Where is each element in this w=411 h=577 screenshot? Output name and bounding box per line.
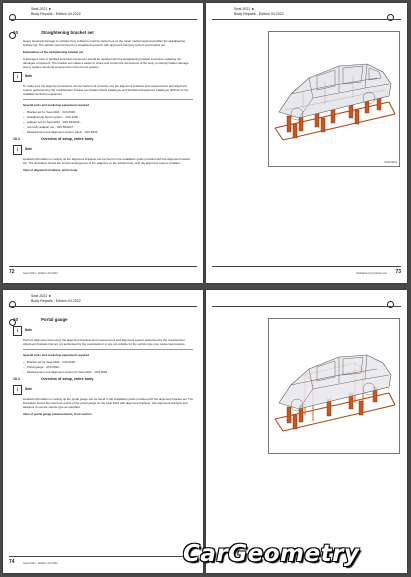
page-header bbox=[9, 294, 197, 314]
note-box: i Note bbox=[13, 145, 193, 155]
caption: View of portal gauge measurements, front section bbox=[23, 412, 92, 416]
seat-logo-icon bbox=[9, 8, 23, 15]
page-73 bbox=[206, 3, 407, 283]
figure-code: S010-0213 bbox=[384, 161, 397, 164]
seat-logo-icon bbox=[387, 8, 401, 15]
page-body bbox=[13, 318, 193, 419]
note-text: Detailed information on setting up the portal gauge can be found in the installation guide provided with the alignment bracket set. The illustration shows the reference points of the portal gauge on the Seat 2021 with alignment brackets. Use alignment brackets and adapters to suit the vehicle type as specified. bbox=[23, 397, 193, 409]
note-box: i Note bbox=[13, 326, 193, 336]
page-number: 74 bbox=[9, 559, 15, 565]
note-box: i Note bbox=[13, 385, 193, 395]
info-icon: i bbox=[13, 385, 22, 395]
list-item: – Bracket set for Seat 2021 - VAS 6630 - bbox=[23, 360, 193, 364]
page-header bbox=[9, 7, 197, 27]
page-header bbox=[212, 294, 401, 314]
paragraph: Heavy structural damage to vehicles from collisions must be carried out on the repair method approved within the straightening bracket set. The vehicle must be fixed to a straightening bench with approved clamping system and bracket set. bbox=[23, 39, 185, 47]
header-edition: Body Repairs - Edition 04.2022 bbox=[31, 12, 81, 16]
subsection-heading: 10.1 Overview of setup, entire body bbox=[13, 137, 94, 141]
page-footer bbox=[9, 266, 197, 277]
header-edition: Body Repairs - Edition 04.2022 bbox=[234, 12, 284, 16]
header-model: Seat 2021 ► bbox=[31, 294, 52, 298]
info-icon: i bbox=[13, 326, 22, 336]
section-heading: 10 Straightening bracket set bbox=[13, 30, 94, 35]
note-text: Perform alignment work using the alignment brackets and measurement and alignment system authorised by the manufacturer. Alignment brackets that are not authorised by the manufacturer or are not suitable for the vehicle type may cause inaccuracies. bbox=[23, 338, 186, 346]
info-icon: i bbox=[13, 72, 22, 82]
equipment-list bbox=[23, 110, 193, 134]
header-model: Seat 2021 ► bbox=[31, 7, 52, 11]
note-text: Detailed information on setting up the alignment brackets can be found in the installation guide provided with the alignment bracket set. The illustration shows the correct arrangement of the adapters on the vehicle body, with the alignment system installed. bbox=[23, 157, 190, 165]
page-header bbox=[212, 7, 401, 27]
note-box: i Note bbox=[13, 72, 193, 82]
footer-text: Seat 2021 - Edition 04.2022 bbox=[23, 560, 58, 565]
header-edition: Body Repairs - Edition 04.2022 bbox=[31, 299, 81, 303]
list-title: Special tools and workshop equipment required bbox=[23, 353, 90, 357]
list-item: – Portal gauge - VAS 6630 - bbox=[23, 365, 193, 369]
seat-logo-icon bbox=[387, 295, 401, 302]
list-item: – Bracket set for Seat 2021 - VAS 6630 - bbox=[23, 110, 193, 114]
cargeometry-watermark: CarGeometry bbox=[183, 541, 360, 567]
page-number: 73 bbox=[395, 269, 401, 275]
page-body bbox=[13, 31, 193, 175]
portal-gauge-illustration bbox=[268, 318, 400, 454]
seat-logo-icon bbox=[9, 295, 23, 302]
page-footer bbox=[9, 556, 197, 567]
list-item: – Measurement and alignment system for Seat 2021 - VAS 6632 - bbox=[23, 370, 193, 374]
page-74 bbox=[3, 290, 203, 573]
list-title: Special tools and workshop equipment required bbox=[23, 103, 90, 107]
footer-text: Seat 2021 - Edition 04.2022 bbox=[23, 270, 58, 275]
note-text: To make sure the alignment procedure can be carried out correctly, use the alignment brackets and measurement and alignment system authorised by the manufacturer. Please see dealer's Parts Catalogue and Workshop Equipment Catalogue (ETKA) for the available workshop equipment. bbox=[23, 84, 189, 96]
list-item: – Car body adapter set - VAS 6630/27 - bbox=[23, 125, 193, 129]
equipment-list bbox=[23, 360, 193, 374]
header-model: Seat 2021 ► bbox=[234, 7, 255, 11]
list-item: – Measurement and alignment system, basic - VAS 6632 - bbox=[23, 130, 193, 134]
page-number: 72 bbox=[9, 269, 15, 275]
subsection-heading: 10.1 Overview of setup, entire body bbox=[13, 377, 94, 381]
section-heading: 10 Portal gauge bbox=[13, 317, 68, 322]
paragraph: A damaged, bent or buckled structural component should be repaired with the straightening bracket set before replacing the damaged component. The bracket set makes it easier to check and correct the dimensions of the body, to identify hidden damage and to replace structural components in the correct position. bbox=[23, 57, 189, 69]
list-item: – Straightening bench system - VAS 6630 - bbox=[23, 115, 193, 119]
info-icon: i bbox=[13, 145, 22, 155]
caption: View of alignment brackets, entire body bbox=[23, 168, 78, 172]
list-item: – Adapter set for Seat 2021 - VAS 6630/36 - bbox=[23, 120, 193, 124]
page-footer bbox=[212, 266, 401, 277]
page-72 bbox=[3, 3, 203, 283]
page-75 bbox=[206, 290, 407, 573]
body-on-bracket-illustration bbox=[268, 31, 400, 167]
footer-text: Straightening bracket set bbox=[356, 270, 387, 275]
subheading: Explanation of the straightening bracket set bbox=[23, 50, 84, 54]
